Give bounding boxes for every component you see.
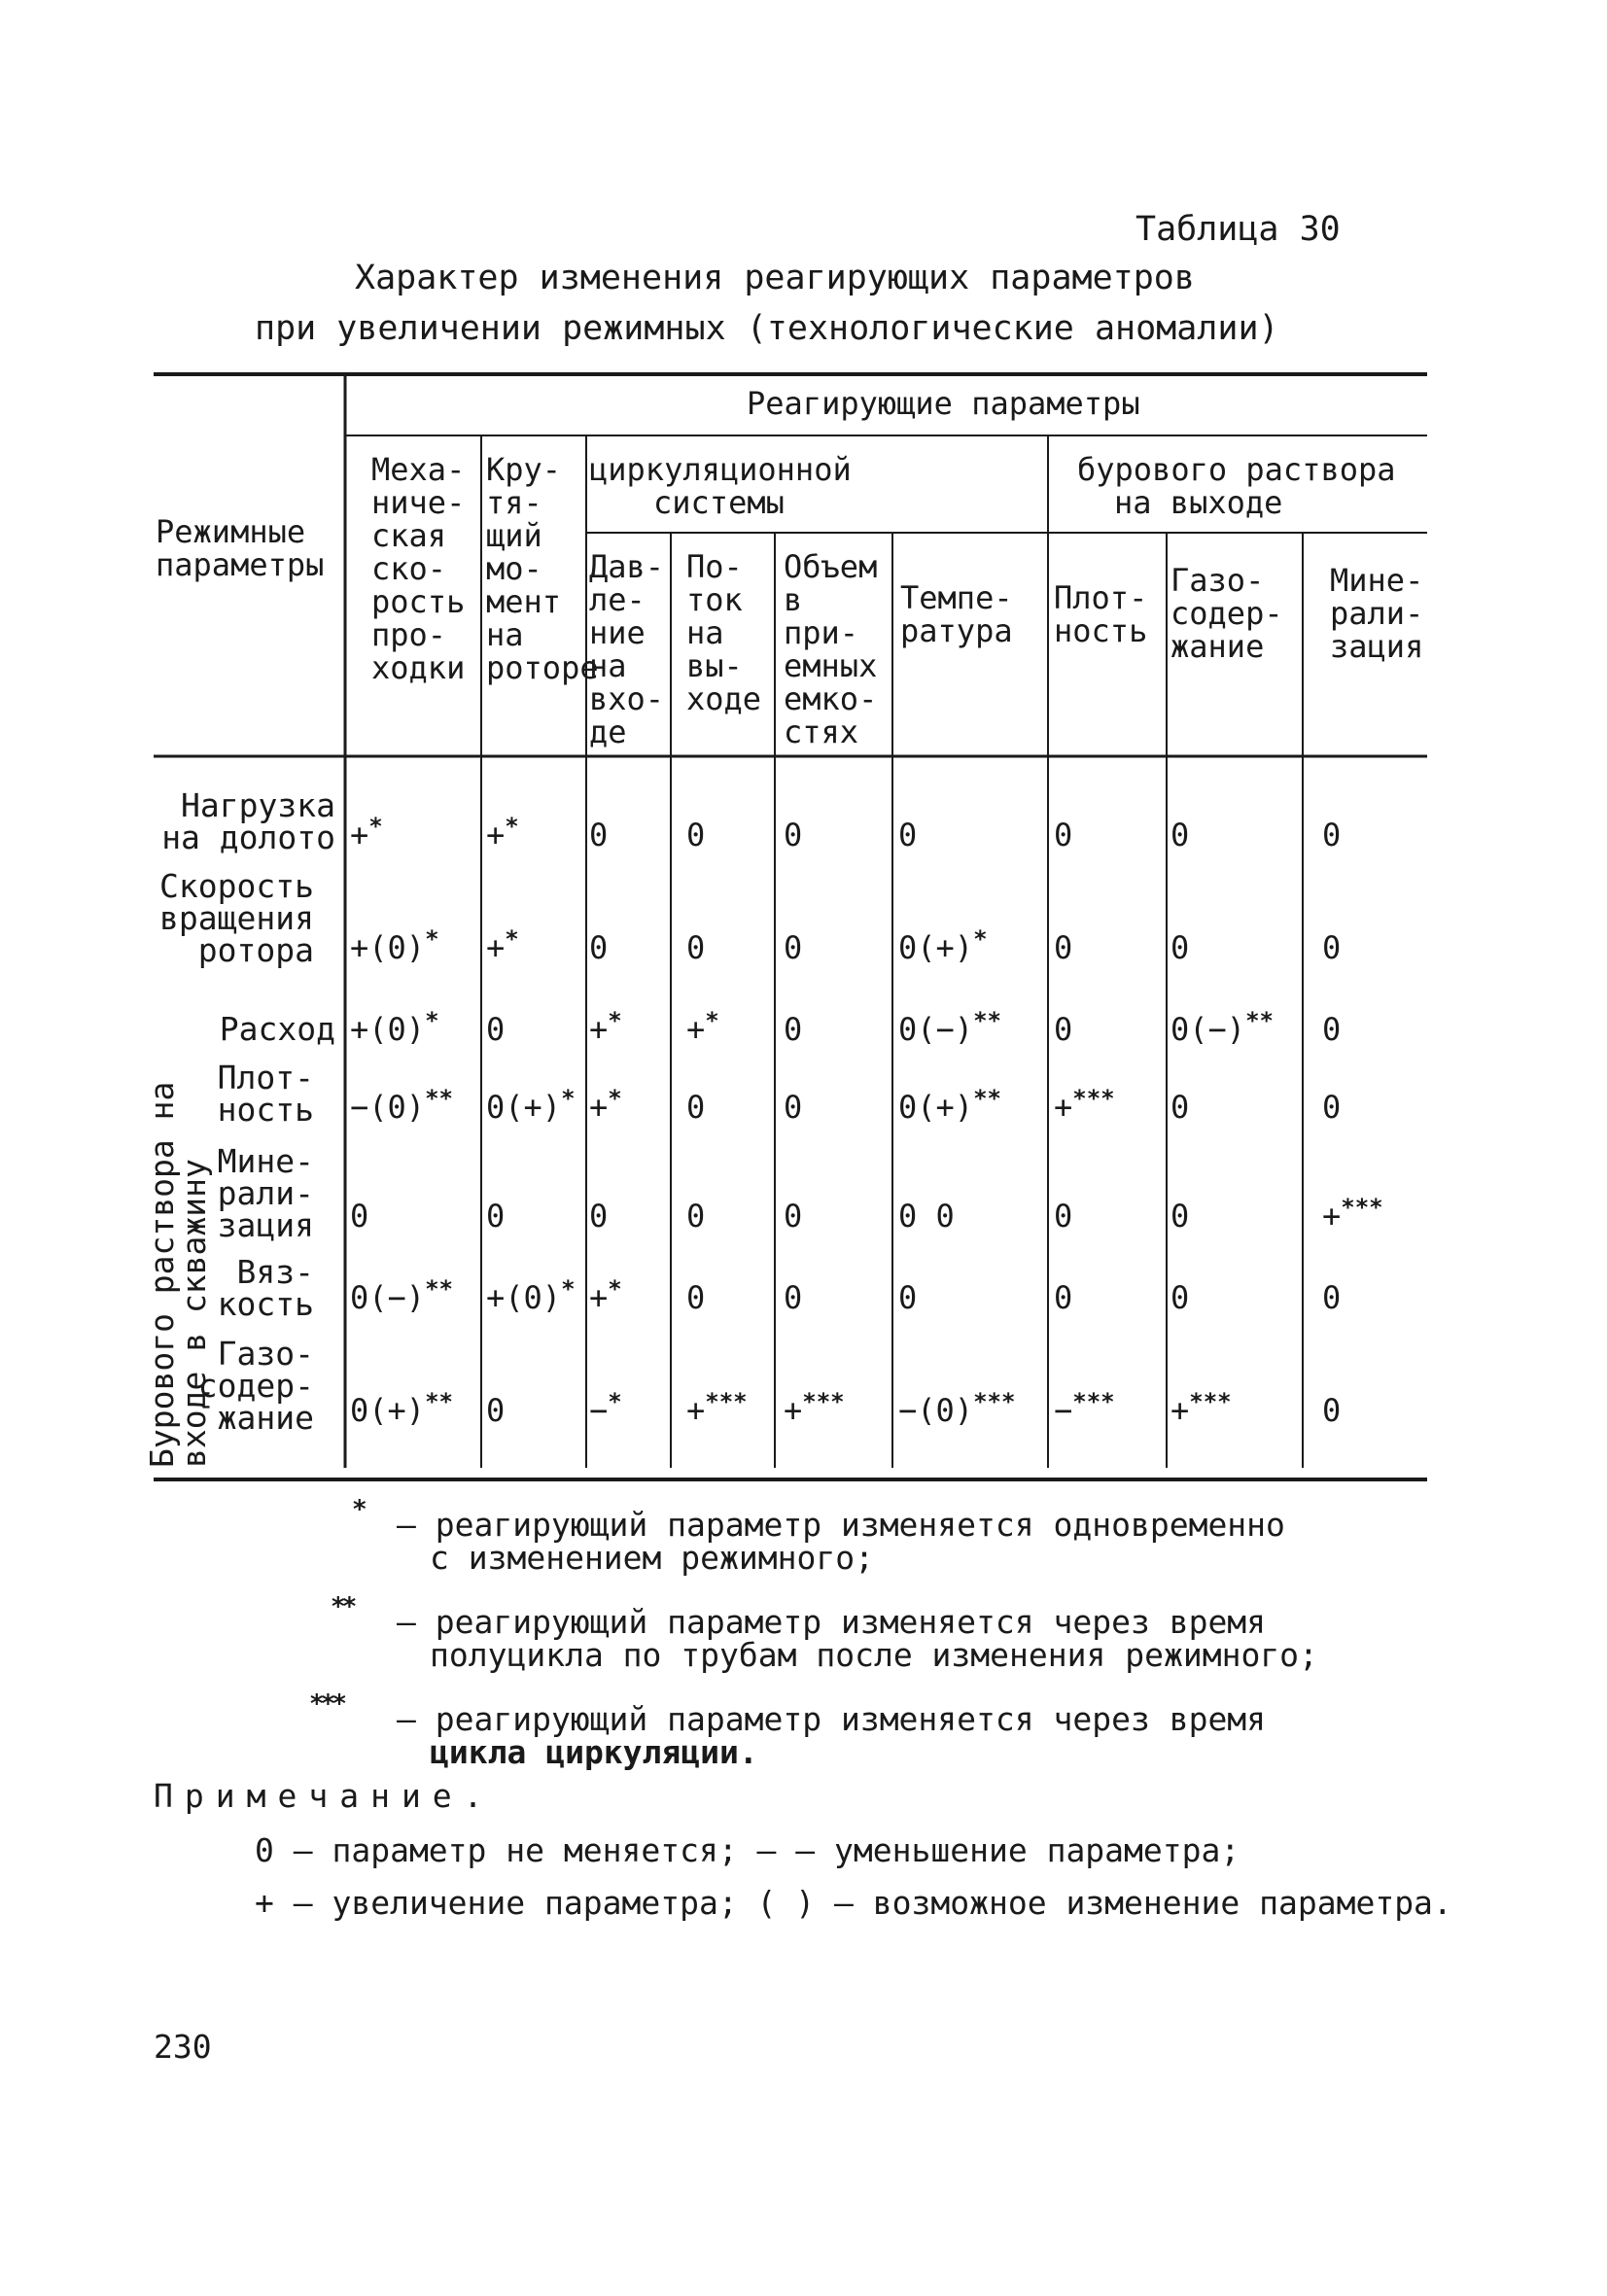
table-cell: [1054, 1013, 1072, 1046]
cell-value: 0: [784, 817, 803, 853]
table-cell: [1170, 1281, 1189, 1314]
cell-value: 0: [1322, 1011, 1342, 1048]
row-label-viscosity: Вяз- кость: [217, 1253, 314, 1323]
table-caption: Таблица 30: [1135, 210, 1341, 249]
cell-value: 0: [1054, 817, 1073, 853]
table-cell: [1170, 818, 1189, 852]
stub-header: Режимные параметры: [156, 513, 325, 583]
col-header-rop: Меха- ниче- ская ско- рость про- ходки: [371, 451, 466, 686]
page-number: 230: [154, 2028, 212, 2066]
cell-value: 0: [784, 1198, 803, 1235]
cell-value: 0: [1054, 1011, 1073, 1048]
side-group-label: Бурового раствора на входе в скважину: [143, 1081, 213, 1468]
cell-value: 0: [486, 1392, 506, 1429]
table-cell: [486, 925, 519, 966]
table-cell: [898, 1007, 1001, 1048]
col-header-pressure: Дав- ле- ние на вхо- де: [589, 548, 665, 750]
cell-value: +: [1054, 1089, 1073, 1126]
cell-timing-mark: *: [973, 925, 988, 953]
cell-value: 0: [1054, 1198, 1073, 1235]
table-cell: [1170, 1007, 1274, 1048]
cell-value: 0: [589, 817, 609, 853]
table-cell: [1054, 931, 1072, 964]
table-cell: [898, 925, 988, 966]
row-label-bit-load: Нагрузка на долото: [161, 786, 335, 856]
cell-timing-mark: ***: [1189, 1388, 1232, 1415]
table-cell: [486, 813, 519, 853]
table-cell: [486, 1013, 505, 1046]
cell-value: 0: [1322, 1089, 1342, 1126]
table-cell: [898, 1281, 917, 1314]
col-header-density: Плот- ность: [1054, 579, 1148, 649]
cell-value: +: [589, 1011, 609, 1048]
col-header-mineralization: Мине- рали- зация: [1330, 562, 1424, 665]
cell-timing-mark: ***: [705, 1388, 748, 1415]
col-header-temperature: Темпе- ратура: [900, 579, 1013, 649]
cell-timing-mark: **: [425, 1388, 453, 1415]
table-cell: [350, 813, 383, 853]
table-cell: [350, 1085, 453, 1126]
table-cell: [686, 1200, 705, 1233]
table-cell: [1170, 1388, 1232, 1429]
table-cell: [686, 1091, 705, 1124]
group-header: Реагирующие параметры: [747, 385, 1140, 422]
col-header-torque: Кру- тя- щий мо- мент на роторе: [486, 451, 599, 686]
footnote-mark-3: ***: [309, 1689, 343, 1719]
table-cell: [486, 1275, 576, 1316]
table-cell: [589, 818, 608, 852]
cell-timing-mark: ***: [802, 1388, 845, 1415]
row-label-flow-rate: Расход: [219, 1010, 335, 1048]
table-cell: [486, 1085, 576, 1126]
cell-value: 0: [898, 1279, 918, 1316]
col-header-flow: По- ток на вы- ходе: [686, 548, 762, 717]
table-cell: [350, 1275, 453, 1316]
cell-value: +: [784, 1392, 803, 1429]
cell-timing-mark: *: [561, 1085, 576, 1112]
cell-value: 0: [486, 1198, 506, 1235]
table-cell: [589, 1388, 622, 1429]
table-cell: [686, 931, 705, 964]
cell-timing-mark: **: [973, 1085, 1001, 1112]
footnote-mark-1: *: [352, 1495, 364, 1524]
cell-value: +(0): [350, 1011, 426, 1048]
cell-timing-mark: *: [608, 1388, 622, 1415]
cell-value: 0: [686, 1198, 706, 1235]
table-cell: [784, 1013, 802, 1046]
table-cell: [1054, 1085, 1115, 1126]
cell-timing-mark: *: [505, 925, 519, 953]
table-cell: [350, 1388, 453, 1429]
table-cell: [1170, 1091, 1189, 1124]
table-cell: [589, 1275, 622, 1316]
note-line-1: 0 – параметр не меняется; – – уменьшение параметра;: [255, 1831, 1240, 1869]
footnote-mark-2: **: [331, 1592, 354, 1621]
cell-value: 0: [1170, 1279, 1190, 1316]
cell-timing-mark: *: [561, 1275, 576, 1303]
cell-value: 0: [589, 1198, 609, 1235]
cell-value: +(0): [350, 929, 426, 966]
cell-value: +: [1170, 1392, 1190, 1429]
footnote-2: – реагирующий параметр изменяется через время полуцикла по трубам после изменения режимного;: [397, 1603, 1318, 1674]
cell-value: 0: [1170, 817, 1190, 853]
cell-value: +: [486, 929, 506, 966]
cell-value: 0: [784, 1011, 803, 1048]
cell-value: 0: [686, 817, 706, 853]
cell-value: 0: [1322, 817, 1342, 853]
cell-value: 0(−): [1170, 1011, 1246, 1048]
table-cell: [1322, 1394, 1341, 1427]
cell-value: +: [350, 817, 369, 853]
cell-timing-mark: **: [973, 1007, 1001, 1034]
cell-timing-mark: *: [368, 813, 383, 840]
table-cell: [1170, 931, 1189, 964]
cell-value: 0(+): [486, 1089, 562, 1126]
cell-value: 0: [686, 1279, 706, 1316]
cell-value: 0: [784, 1279, 803, 1316]
table-cell: [1322, 1013, 1341, 1046]
table-cell: [784, 1200, 802, 1233]
table-cell: [898, 1085, 1001, 1126]
cell-value: 0(+): [898, 929, 974, 966]
table-cell: [784, 1091, 802, 1124]
cell-timing-mark: *: [705, 1007, 719, 1034]
cell-value: +: [589, 1279, 609, 1316]
table-cell: [1054, 1388, 1115, 1429]
col-header-volume: Объем в при- емных емко- стях: [784, 548, 878, 750]
cell-timing-mark: ***: [973, 1388, 1016, 1415]
cell-value: 0: [1170, 1089, 1190, 1126]
row-label-rotor-speed: Скорость вращения ротора: [159, 867, 314, 969]
table-cell: [898, 818, 917, 852]
col-header-gas: Газо- содер- жание: [1170, 562, 1283, 665]
cell-timing-mark: *: [425, 925, 439, 953]
row-label-density: Плот- ность: [217, 1059, 314, 1129]
table-cell: [1322, 818, 1341, 852]
table-cell: [589, 1085, 622, 1126]
row-label-mineralization: Мине- рали- зация: [217, 1142, 314, 1244]
cell-value: 0: [1322, 929, 1342, 966]
cell-value: +: [589, 1089, 609, 1126]
note-line-2: + – увеличение параметра; ( ) – возможное изменение параметра.: [255, 1884, 1452, 1922]
cell-value: 0: [1054, 929, 1073, 966]
table-cell: [898, 1388, 1016, 1429]
cell-value: −: [1054, 1392, 1073, 1429]
table-cell: [1322, 1091, 1341, 1124]
table-cell: [784, 931, 802, 964]
cell-value: 0: [1170, 1198, 1190, 1235]
table-cell: [784, 1281, 802, 1314]
table-cell: [350, 1200, 368, 1233]
cell-value: 0: [898, 817, 918, 853]
cell-timing-mark: *: [608, 1275, 622, 1303]
cell-value: 0(−): [898, 1011, 974, 1048]
cell-timing-mark: **: [1245, 1007, 1274, 1034]
table-cell: [589, 931, 608, 964]
cell-value: −(0): [350, 1089, 426, 1126]
cell-timing-mark: ***: [1341, 1194, 1383, 1221]
table-cell: [486, 1394, 505, 1427]
note-heading: Примечание.: [154, 1777, 495, 1815]
cell-timing-mark: ***: [1072, 1085, 1115, 1112]
subgroup-circulation: циркуляционной системы: [589, 451, 852, 521]
table-cell: [784, 818, 802, 852]
cell-value: 0: [1170, 929, 1190, 966]
cell-timing-mark: *: [425, 1007, 439, 1034]
cell-value: 0(+): [898, 1089, 974, 1126]
cell-value: 0: [589, 929, 609, 966]
footnote-1: – реагирующий параметр изменяется одновременно с изменением режимного;: [397, 1506, 1285, 1577]
table-cell: [486, 1200, 505, 1233]
cell-value: 0: [350, 1198, 369, 1235]
cell-value: 0: [784, 1089, 803, 1126]
table-cell: [589, 1200, 608, 1233]
table-cell: [589, 1007, 622, 1048]
cell-value: +(0): [486, 1279, 562, 1316]
cell-value: 0: [784, 929, 803, 966]
cell-value: 0 0: [898, 1198, 955, 1235]
cell-value: −: [589, 1392, 609, 1429]
table-cell: [1322, 931, 1341, 964]
table-cell: [686, 1007, 719, 1048]
cell-value: 0: [686, 1089, 706, 1126]
table-cell: [350, 1007, 439, 1048]
cell-value: 0: [1322, 1392, 1342, 1429]
cell-value: 0(+): [350, 1392, 426, 1429]
cell-value: +: [686, 1392, 706, 1429]
footnote-3: – реагирующий параметр изменяется через время цикла циркуляции.: [397, 1700, 1267, 1771]
cell-timing-mark: *: [608, 1085, 622, 1112]
cell-value: +: [686, 1011, 706, 1048]
table-cell: [1322, 1281, 1341, 1314]
subgroup-mud-out: бурового раствора на выходе: [1077, 451, 1396, 521]
table-cell: [686, 1281, 705, 1314]
cell-value: 0: [1054, 1279, 1073, 1316]
table-title-line-1: Характер изменения реагирующих параметров: [355, 259, 1195, 297]
cell-value: +: [1322, 1198, 1342, 1235]
cell-value: 0: [1322, 1279, 1342, 1316]
cell-value: +: [486, 817, 506, 853]
table-cell: [1170, 1200, 1189, 1233]
cell-timing-mark: *: [505, 813, 519, 840]
cell-value: 0: [486, 1011, 506, 1048]
table-cell: [686, 1388, 748, 1429]
cell-value: 0(−): [350, 1279, 426, 1316]
table-cell: [1054, 1200, 1072, 1233]
row-label-gas-content: Газо- содер- жание: [197, 1335, 314, 1437]
table-cell: [898, 1200, 955, 1233]
table-cell: [1054, 818, 1072, 852]
table-cell: [784, 1388, 845, 1429]
cell-value: 0: [686, 929, 706, 966]
cell-timing-mark: **: [425, 1275, 453, 1303]
table-cell: [686, 818, 705, 852]
cell-timing-mark: **: [425, 1085, 453, 1112]
table-title-line-2: при увеличении режимных (технологические аномалии): [255, 309, 1279, 348]
table-cell: [1054, 1281, 1072, 1314]
table-cell: [1322, 1194, 1383, 1235]
cell-value: −(0): [898, 1392, 974, 1429]
cell-timing-mark: *: [608, 1007, 622, 1034]
cell-timing-mark: ***: [1072, 1388, 1115, 1415]
table-cell: [350, 925, 439, 966]
